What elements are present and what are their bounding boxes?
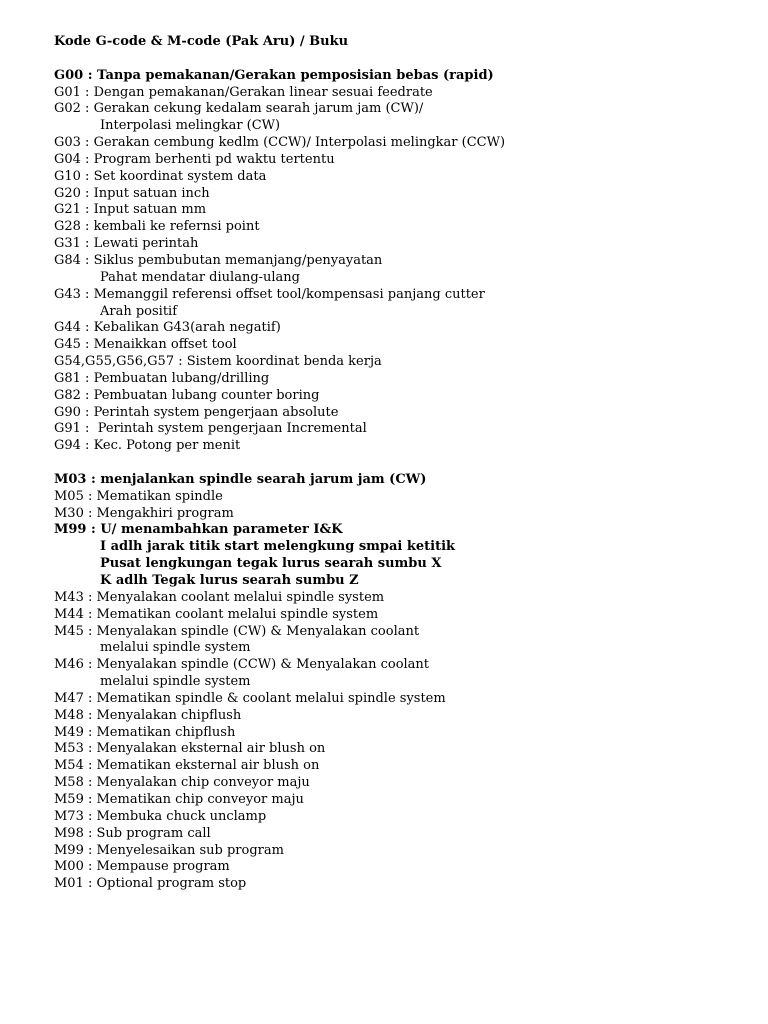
mcode-item-m58: M58 : Menyalakan chip conveyor maju bbox=[54, 775, 310, 791]
mcode-item-m05: M05 : Mematikan spindle bbox=[54, 488, 223, 504]
mcode-item-m98: M98 : Sub program call bbox=[54, 825, 211, 841]
gcode-item-g43-continuation: Arah positif bbox=[100, 303, 178, 319]
gcode-item-g00: G00 : Tanpa pemakanan/Gerakan pemposisian bebas (rapid) bbox=[54, 67, 494, 83]
spacer bbox=[54, 455, 754, 472]
mcode-item-m30: M30 : Mengakhiri program bbox=[54, 505, 234, 521]
mcode-item-m59: M59 : Mematikan chip conveyor maju bbox=[54, 791, 304, 807]
mcode-item-m03: M03 : menjalankan spindle searah jarum jam (CW) bbox=[54, 471, 427, 487]
mcode-item-m73: M73 : Membuka chuck unclamp bbox=[54, 808, 267, 824]
gcode-item-g43: G43 : Memanggil referensi offset tool/kompensasi panjang cutter bbox=[54, 286, 485, 302]
gcode-item-g94: G94 : Kec. Potong per menit bbox=[54, 438, 241, 454]
document-title: Kode G-code & M-code (Pak Aru) / Buku bbox=[54, 34, 349, 49]
document-body bbox=[54, 34, 754, 893]
gcode-item-g54-g57: G54,G55,G56,G57 : Sistem koordinat benda kerja bbox=[54, 354, 382, 370]
gcode-item-g82: G82 : Pembuatan lubang counter boring bbox=[54, 387, 320, 403]
mcode-item-m99-sub: M99 : Menyelesaikan sub program bbox=[54, 842, 284, 858]
gcode-item-g90: G90 : Perintah system pengerjaan absolute bbox=[54, 404, 339, 420]
mcode-item-m01: M01 : Optional program stop bbox=[54, 876, 247, 892]
mcode-item-m99-note-center: Pusat lengkungan tegak lurus searah sumbu X bbox=[100, 556, 442, 572]
mcode-item-m00: M00 : Mempause program bbox=[54, 859, 230, 875]
gcode-item-g02-continuation: Interpolasi melingkar (CW) bbox=[100, 118, 281, 134]
mcode-item-m49: M49 : Mematikan chipflush bbox=[54, 724, 236, 740]
gcode-item-g81: G81 : Pembuatan lubang/drilling bbox=[54, 370, 270, 386]
mcode-item-m45-continuation: melalui spindle system bbox=[100, 640, 251, 656]
mcode-item-m99-note-k: K adlh Tegak lurus searah sumbu Z bbox=[100, 573, 359, 588]
gcode-item-g03: G03 : Gerakan cembung kedlm (CCW)/ Interpolasi melingkar (CCW) bbox=[54, 135, 506, 151]
gcode-item-g84: G84 : Siklus pembubutan memanjang/penyayatan bbox=[54, 252, 383, 268]
gcode-item-g84-continuation: Pahat mendatar diulang-ulang bbox=[100, 269, 301, 285]
gcode-item-g28: G28 : kembali ke refernsi point bbox=[54, 219, 260, 235]
gcode-list bbox=[54, 68, 754, 455]
gcode-item-g20: G20 : Input satuan inch bbox=[54, 185, 210, 201]
gcode-item-g91: G91 : Perintah system pengerjaan Incremental bbox=[54, 421, 367, 437]
gcode-item-g02: G02 : Gerakan cekung kedalam searah jarum jam (CW)/ bbox=[54, 101, 424, 117]
mcode-item-m54: M54 : Mematikan eksternal air blush on bbox=[54, 758, 320, 774]
mcode-item-m45: M45 : Menyalakan spindle (CW) & Menyalakan coolant bbox=[54, 623, 420, 639]
gcode-item-g10: G10 : Set koordinat system data bbox=[54, 168, 267, 184]
mcode-item-m99-note-i: I adlh jarak titik start melengkung smpai ketitik bbox=[100, 539, 456, 555]
mcode-item-m46-continuation: melalui spindle system bbox=[100, 674, 251, 690]
gcode-item-g04: G04 : Program berhenti pd waktu tertentu bbox=[54, 151, 335, 167]
mcode-item-m48: M48 : Menyalakan chipflush bbox=[54, 707, 242, 723]
mcode-item-m53: M53 : Menyalakan eksternal air blush on bbox=[54, 741, 326, 757]
mcode-item-m99-parameter: M99 : U/ menambahkan parameter I&K bbox=[54, 522, 343, 538]
gcode-item-g44: G44 : Kebalikan G43(arah negatif) bbox=[54, 320, 281, 336]
gcode-item-g01: G01 : Dengan pemakanan/Gerakan linear sesuai feedrate bbox=[54, 84, 433, 100]
gcode-item-g45: G45 : Menaikkan offset tool bbox=[54, 337, 237, 353]
mcode-item-m44: M44 : Mematikan coolant melalui spindle system bbox=[54, 606, 379, 622]
mcode-item-m43: M43 : Menyalakan coolant melalui spindle system bbox=[54, 589, 385, 605]
gcode-item-g31: G31 : Lewati perintah bbox=[54, 236, 199, 252]
spacer bbox=[54, 51, 754, 68]
gcode-item-g21: G21 : Input satuan mm bbox=[54, 202, 207, 218]
mcode-item-m46: M46 : Menyalakan spindle (CCW) & Menyalakan coolant bbox=[54, 657, 430, 673]
mcode-list bbox=[54, 472, 754, 893]
mcode-item-m47: M47 : Mematikan spindle & coolant melalui spindle system bbox=[54, 690, 446, 706]
